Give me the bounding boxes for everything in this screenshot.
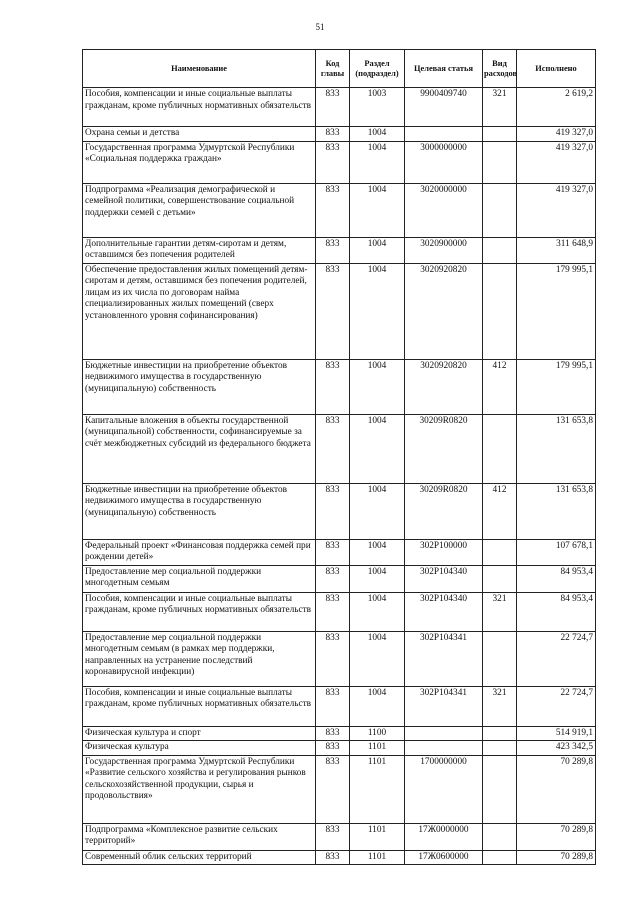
row-target: 3020920820 <box>405 263 483 359</box>
row-code: 833 <box>316 631 350 686</box>
row-amount: 419 327,0 <box>517 141 596 183</box>
row-code: 833 <box>316 414 350 483</box>
row-target: 302P104340 <box>405 592 483 631</box>
row-name: Пособия, компенсации и иные социальные выплаты гражданам, кроме публичных нормативных обязательств <box>83 686 316 726</box>
table-row <box>83 631 596 686</box>
header-name: Наименование <box>83 50 316 88</box>
row-name: Дополнительные гарантии детям-сиротам и детям, оставшимся без попечения родителей <box>83 237 316 263</box>
row-amount: 70 289,8 <box>517 823 596 850</box>
row-code: 833 <box>316 755 350 823</box>
table-row <box>83 741 596 756</box>
header-target: Целевая статья <box>405 50 483 88</box>
row-target: 302P104340 <box>405 565 483 592</box>
table-row <box>83 539 596 565</box>
row-type <box>483 741 517 756</box>
row-type <box>483 183 517 237</box>
table-row <box>83 414 596 483</box>
table-row <box>83 592 596 631</box>
row-code: 833 <box>316 726 350 741</box>
row-code: 833 <box>316 183 350 237</box>
table-row <box>83 141 596 183</box>
row-section: 1101 <box>350 823 405 850</box>
row-code: 833 <box>316 741 350 756</box>
row-target: 3020900000 <box>405 237 483 263</box>
row-target: 302P104341 <box>405 686 483 726</box>
table-row <box>83 359 596 414</box>
row-name: Государственная программа Удмуртской Республики «Развитие сельского хозяйства и регулирования рынков сельскохозяйственной продукции, сырья и продовольствия» <box>83 755 316 823</box>
table-row <box>83 263 596 359</box>
row-code: 833 <box>316 88 350 127</box>
row-section: 1101 <box>350 850 405 865</box>
row-name: Предоставление мер социальной поддержки многодетным семьям (в рамках мер поддержки, направленных на устранение последствий коронавирусной инфекции) <box>83 631 316 686</box>
row-type <box>483 141 517 183</box>
table-row <box>83 755 596 823</box>
row-name: Охрана семьи и детства <box>83 127 316 142</box>
header-code: Код главы <box>316 50 350 88</box>
row-section: 1004 <box>350 414 405 483</box>
row-amount: 84 953,4 <box>517 565 596 592</box>
row-amount: 107 678,1 <box>517 539 596 565</box>
row-target: 9900409740 <box>405 88 483 127</box>
row-type <box>483 414 517 483</box>
row-section: 1004 <box>350 359 405 414</box>
table-row <box>83 565 596 592</box>
row-target: 302P104341 <box>405 631 483 686</box>
row-name: Бюджетные инвестиции на приобретение объектов недвижимого имущества в государственную (муниципальную) собственность <box>83 483 316 539</box>
table-header-row <box>83 50 596 88</box>
table-row <box>83 726 596 741</box>
row-section: 1101 <box>350 755 405 823</box>
row-amount: 179 995,1 <box>517 359 596 414</box>
row-type <box>483 237 517 263</box>
row-name: Федеральный проект «Финансовая поддержка семей при рождении детей» <box>83 539 316 565</box>
row-amount: 131 653,8 <box>517 483 596 539</box>
row-type: 321 <box>483 686 517 726</box>
row-amount: 2 619,2 <box>517 88 596 127</box>
row-code: 833 <box>316 263 350 359</box>
row-target <box>405 127 483 142</box>
row-name: Физическая культура и спорт <box>83 726 316 741</box>
row-target: 3000000000 <box>405 141 483 183</box>
row-code: 833 <box>316 850 350 865</box>
row-target: 302P100000 <box>405 539 483 565</box>
row-amount: 70 289,8 <box>517 850 596 865</box>
row-target: 17Ж0600000 <box>405 850 483 865</box>
row-code: 833 <box>316 359 350 414</box>
row-type: 321 <box>483 88 517 127</box>
row-name: Государственная программа Удмуртской Республики «Социальная поддержка граждан» <box>83 141 316 183</box>
row-code: 833 <box>316 823 350 850</box>
row-target <box>405 726 483 741</box>
row-name: Предоставление мер социальной поддержки многодетным семьям <box>83 565 316 592</box>
row-section: 1004 <box>350 686 405 726</box>
header-type: Вид расходов <box>483 50 517 88</box>
row-type: 412 <box>483 359 517 414</box>
row-target <box>405 741 483 756</box>
table-row <box>83 686 596 726</box>
row-amount: 423 342,5 <box>517 741 596 756</box>
row-amount: 22 724,7 <box>517 686 596 726</box>
row-amount: 419 327,0 <box>517 127 596 142</box>
row-name: Физическая культура <box>83 741 316 756</box>
row-amount: 514 919,1 <box>517 726 596 741</box>
row-type <box>483 726 517 741</box>
row-name: Пособия, компенсации и иные социальные выплаты гражданам, кроме публичных нормативных обязательств <box>83 592 316 631</box>
row-type: 412 <box>483 483 517 539</box>
row-code: 833 <box>316 483 350 539</box>
row-section: 1004 <box>350 127 405 142</box>
table-row <box>83 88 596 127</box>
row-code: 833 <box>316 686 350 726</box>
row-code: 833 <box>316 565 350 592</box>
row-type <box>483 631 517 686</box>
row-section: 1003 <box>350 88 405 127</box>
row-section: 1101 <box>350 741 405 756</box>
row-name: Капитальные вложения в объекты государственной (муниципальной) собственности, софинансируемые за счёт межбюджетных субсидий из федерального бюджета <box>83 414 316 483</box>
row-type <box>483 823 517 850</box>
header-section: Раздел (подраздел) <box>350 50 405 88</box>
table-row <box>83 850 596 865</box>
row-type <box>483 539 517 565</box>
table-row <box>83 237 596 263</box>
row-section: 1004 <box>350 183 405 237</box>
row-section: 1004 <box>350 539 405 565</box>
row-target: 30209R0820 <box>405 483 483 539</box>
row-amount: 70 289,8 <box>517 755 596 823</box>
row-code: 833 <box>316 592 350 631</box>
row-amount: 311 648,9 <box>517 237 596 263</box>
row-target: 1700000000 <box>405 755 483 823</box>
row-section: 1004 <box>350 237 405 263</box>
row-code: 833 <box>316 237 350 263</box>
row-type <box>483 755 517 823</box>
row-section: 1004 <box>350 263 405 359</box>
row-amount: 179 995,1 <box>517 263 596 359</box>
budget-table <box>82 49 596 865</box>
row-amount: 84 953,4 <box>517 592 596 631</box>
row-amount: 131 653,8 <box>517 414 596 483</box>
row-type <box>483 263 517 359</box>
row-name: Подпрограмма «Реализация демографической и семейной политики, совершенствование социальной поддержки семей с детьми» <box>83 183 316 237</box>
row-section: 1004 <box>350 141 405 183</box>
row-name: Пособия, компенсации и иные социальные выплаты гражданам, кроме публичных нормативных обязательств <box>83 88 316 127</box>
table-row <box>83 483 596 539</box>
row-amount: 419 327,0 <box>517 183 596 237</box>
row-type <box>483 565 517 592</box>
row-section: 1004 <box>350 565 405 592</box>
row-name: Подпрограмма «Комплексное развитие сельских территорий» <box>83 823 316 850</box>
page-number: 51 <box>315 22 325 32</box>
row-target: 30209R0820 <box>405 414 483 483</box>
row-code: 833 <box>316 539 350 565</box>
row-amount: 22 724,7 <box>517 631 596 686</box>
row-section: 1004 <box>350 631 405 686</box>
row-name: Бюджетные инвестиции на приобретение объектов недвижимого имущества в государственную (муниципальную) собственность <box>83 359 316 414</box>
row-code: 833 <box>316 127 350 142</box>
row-name: Обеспечение предоставления жилых помещений детям-сиротам и детям, оставшимся без попечения родителей, лицам из их числа по договорам найма специализированных жилых помещений (сверх установленного уровня софинансирования) <box>83 263 316 359</box>
row-type <box>483 127 517 142</box>
table-row <box>83 127 596 142</box>
row-section: 1004 <box>350 592 405 631</box>
table-row <box>83 823 596 850</box>
row-type: 321 <box>483 592 517 631</box>
row-name: Современный облик сельских территорий <box>83 850 316 865</box>
row-section: 1004 <box>350 483 405 539</box>
row-target: 3020920820 <box>405 359 483 414</box>
row-target: 17Ж0000000 <box>405 823 483 850</box>
header-amount: Исполнено <box>517 50 596 88</box>
row-type <box>483 850 517 865</box>
table-row <box>83 183 596 237</box>
row-target: 3020000000 <box>405 183 483 237</box>
row-section: 1100 <box>350 726 405 741</box>
row-code: 833 <box>316 141 350 183</box>
